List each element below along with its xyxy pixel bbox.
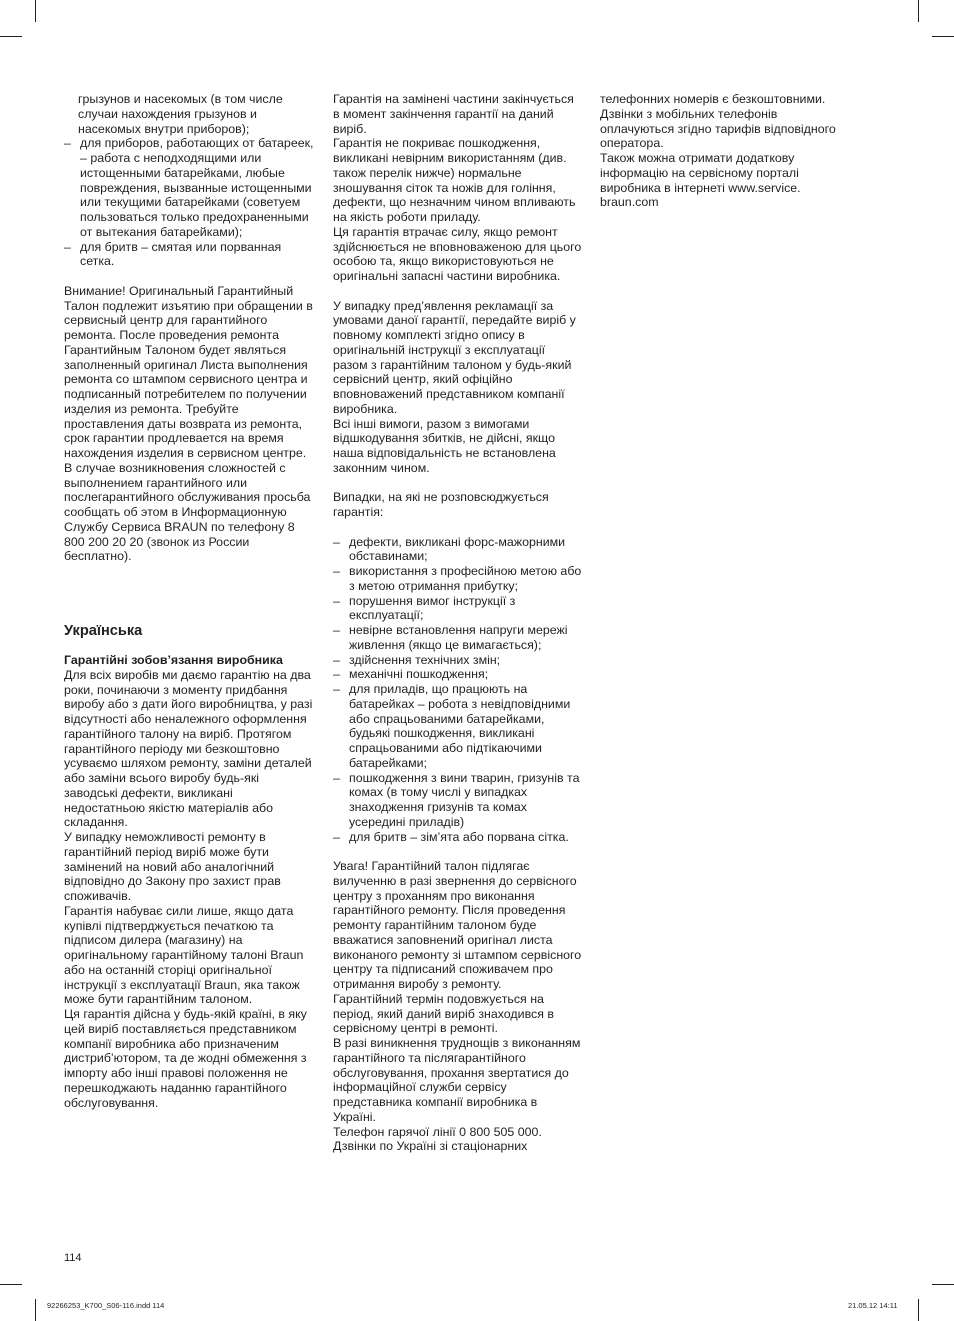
crop-mark bbox=[0, 36, 22, 37]
crop-mark bbox=[932, 1284, 954, 1285]
crop-mark bbox=[918, 1299, 919, 1321]
ru-notice: Внимание! Оригинальный Гарантийный Талон подлежит изъятию при обращении в сервисный центр для гарантийного ремонта. После проведения ремонта Гарантийным Талоном будет являться заполненный оригинал Листа выполнения ремонта со штампом сервисного центра и подписанный потребителем по получении изделия из ремонта. Требуйте проставления даты возврата из ремонта, срок гарантии продлевается на время нахождения изделия в сервисном центре. В случае возникновения сложностей с выполнением гарантийного или послегарантийного обслуживания просьба сообщать об этом в Информационную Службу Сервиса BRAUN по телефону 8 800 200 20 20 (звонок из России бесплатно). bbox=[64, 283, 313, 564]
paragraph: Для всіх виробів ми даємо гарантію на два роки, починаючи з моменту придбання виробу або з дати його виробництва, у разі відсутності або неналежного оформлення гарантійного талону на виріб. Протягом гарантійного періоду ми безкоштовно усуваємо шляхом ремонту, заміни деталей або заміни всього виробу будь-які заводські дефекти, викликані недостатньою якістю матеріалів або складання. bbox=[64, 667, 313, 830]
paragraph: Гарантія набуває сили лише, якщо дата купівлі підтверджується печаткою та підписом дилера (магазину) на оригінальному гарантійному талоні Braun або на останній сторіці оригінальної інструкції з експлуатації Braun, яка також може бути гарантійним талоном. bbox=[64, 903, 304, 1007]
list-item: – порушення вимог інструкції з експлуатації; bbox=[333, 593, 516, 623]
paragraph: Увага! Гарантійний талон підлягає вилученню в разі звернення до сервісного центру з проханням про виконання гарантійного ремонту. Після проведення ремонту гарантійним талоном буде вважатися заповнений оригінал листа виконаного ремонту зі штампом сервісного центру та підписаний споживачем про отримання виробу з ремонту. bbox=[333, 859, 582, 991]
paragraph: Гарантія на замінені частини закінчується в момент закінчення гарантії на даний виріб. bbox=[333, 92, 574, 136]
list-item: – для приладів, що працюють на батарейках – робота з невідповідними або спрацьованими батарейками, будьякі пошкодження, викликані спрацьованими або підтікаючими батарейками; bbox=[333, 682, 571, 770]
paragraph: У випадку неможливості ремонту в гарантійний період виріб може бути замінений на новий або аналогічний відповідно до Закону про захист прав споживачів. bbox=[64, 830, 281, 903]
column-1 bbox=[64, 92, 316, 1110]
paragraph: Ця гарантія втрачає силу, якщо ремонт здійснюється не вповноваженою для цього особою та, якщо використовуються не оригінальні запасні частини виробника. bbox=[333, 224, 582, 283]
page-number: 114 bbox=[64, 1252, 82, 1264]
crop-mark bbox=[0, 1284, 22, 1285]
list-intro: Випадки, на які не розповсюджується гарантія: bbox=[333, 490, 549, 519]
paragraph: Ця гарантія дійсна у будь-якій країні, в яку цей виріб поставляється представником компанії виробника або призначеним дистриб’ютором, та де жодні обмеження з імпорту або інші правові положення не перешкоджають наданню гарантійного обслуговування. bbox=[64, 1007, 307, 1110]
ru-continued-text: грызунов и насекомых (в том числе случаи нахождения грызунов и насекомых внутри приборов); bbox=[78, 92, 283, 136]
list-item: – використання з професійною метою або з метою отримання прибутку; bbox=[333, 564, 582, 593]
section-subheading: Гарантійні зобов’язання виробника bbox=[64, 653, 283, 667]
list-item: – здійснення технічних змін; bbox=[333, 652, 501, 667]
crop-mark bbox=[35, 1299, 36, 1321]
list-item: – пошкодження з вини тварин, гризунів та комах (в тому числі у випадках знаходження гризунів та комах усередині приладів) bbox=[333, 770, 580, 829]
list-item: – механічні пошкодження; bbox=[333, 667, 489, 682]
section-heading: Українська bbox=[64, 623, 143, 639]
paragraph: В разі виникнення труднощів з виконанням гарантійного та післягарантійного обслуговування, прохання звертатися до інформаційної служби сервісу представника компанії виробника в Україні. bbox=[333, 1036, 581, 1124]
paragraph: Всі інші вимоги, разом з вимогами відшкодування збитків, не дійсні, якщо наша відповідальність не встановлена законним чином. bbox=[333, 416, 556, 475]
paragraph: телефонних номерів є безкоштовними. Дзвінки з мобільних телефонів оплачуються згідно тарифів відповідного оператора. bbox=[600, 92, 836, 151]
crop-mark bbox=[35, 0, 36, 22]
list-item: – дефекти, викликані форс-мажорними обставинами; bbox=[333, 534, 566, 564]
paragraph: Також можна отримати додаткову інформацію на сервісному порталі виробника в інтернеті www.service. braun.com bbox=[600, 151, 801, 210]
column-3 bbox=[600, 92, 852, 210]
paragraph: Гарантійний термін подовжується на період, який даний виріб знаходився в сервісному центрі в ремонті. bbox=[333, 991, 554, 1036]
paragraph: Гарантія не покриває пошкодження, викликані невірним використанням (див. також перелік нижче) нормальне зношування сіток та ножів для гоління, дефекти, що незначним чином впливають на якість роботи приладу. bbox=[333, 136, 576, 224]
footer-date: 21.05.12 14:11 bbox=[848, 1301, 898, 1310]
paragraph: Телефон гарячої лінії 0 800 505 000. Дзвінки по Україні зі стаціонарних bbox=[333, 1124, 542, 1154]
crop-mark bbox=[932, 36, 954, 37]
crop-mark bbox=[918, 0, 919, 22]
list-item: – невірне встановлення напруги мережі живлення (якщо це вимагається); bbox=[333, 623, 568, 652]
list-item: – для приборов, работающих от батареек, – работа с неподходящими или истощенными батарейками, любые повреждения, вызванные истощенными или текущими батарейками (советуем пользоваться только предохраненными от вытекания батарейками); bbox=[64, 136, 314, 239]
paragraph: У випадку пред’явлення рекламації за умовами даної гарантії, передайте виріб у повному комплекті згідно опису в оригінальній інструкції з експлуатації разом з гарантійним талоном у будь-який сервісний центр, який офіційно вповноважений представником компанії виробника. bbox=[333, 298, 576, 416]
list-item: – для бритв – зім’ята або порвана сітка. bbox=[333, 829, 569, 844]
column-2 bbox=[333, 92, 583, 1154]
footer-file: 92266253_K700_S06-116.indd 114 bbox=[47, 1301, 165, 1310]
list-item: – для бритв – смятая или порванная сетка. bbox=[64, 239, 282, 269]
